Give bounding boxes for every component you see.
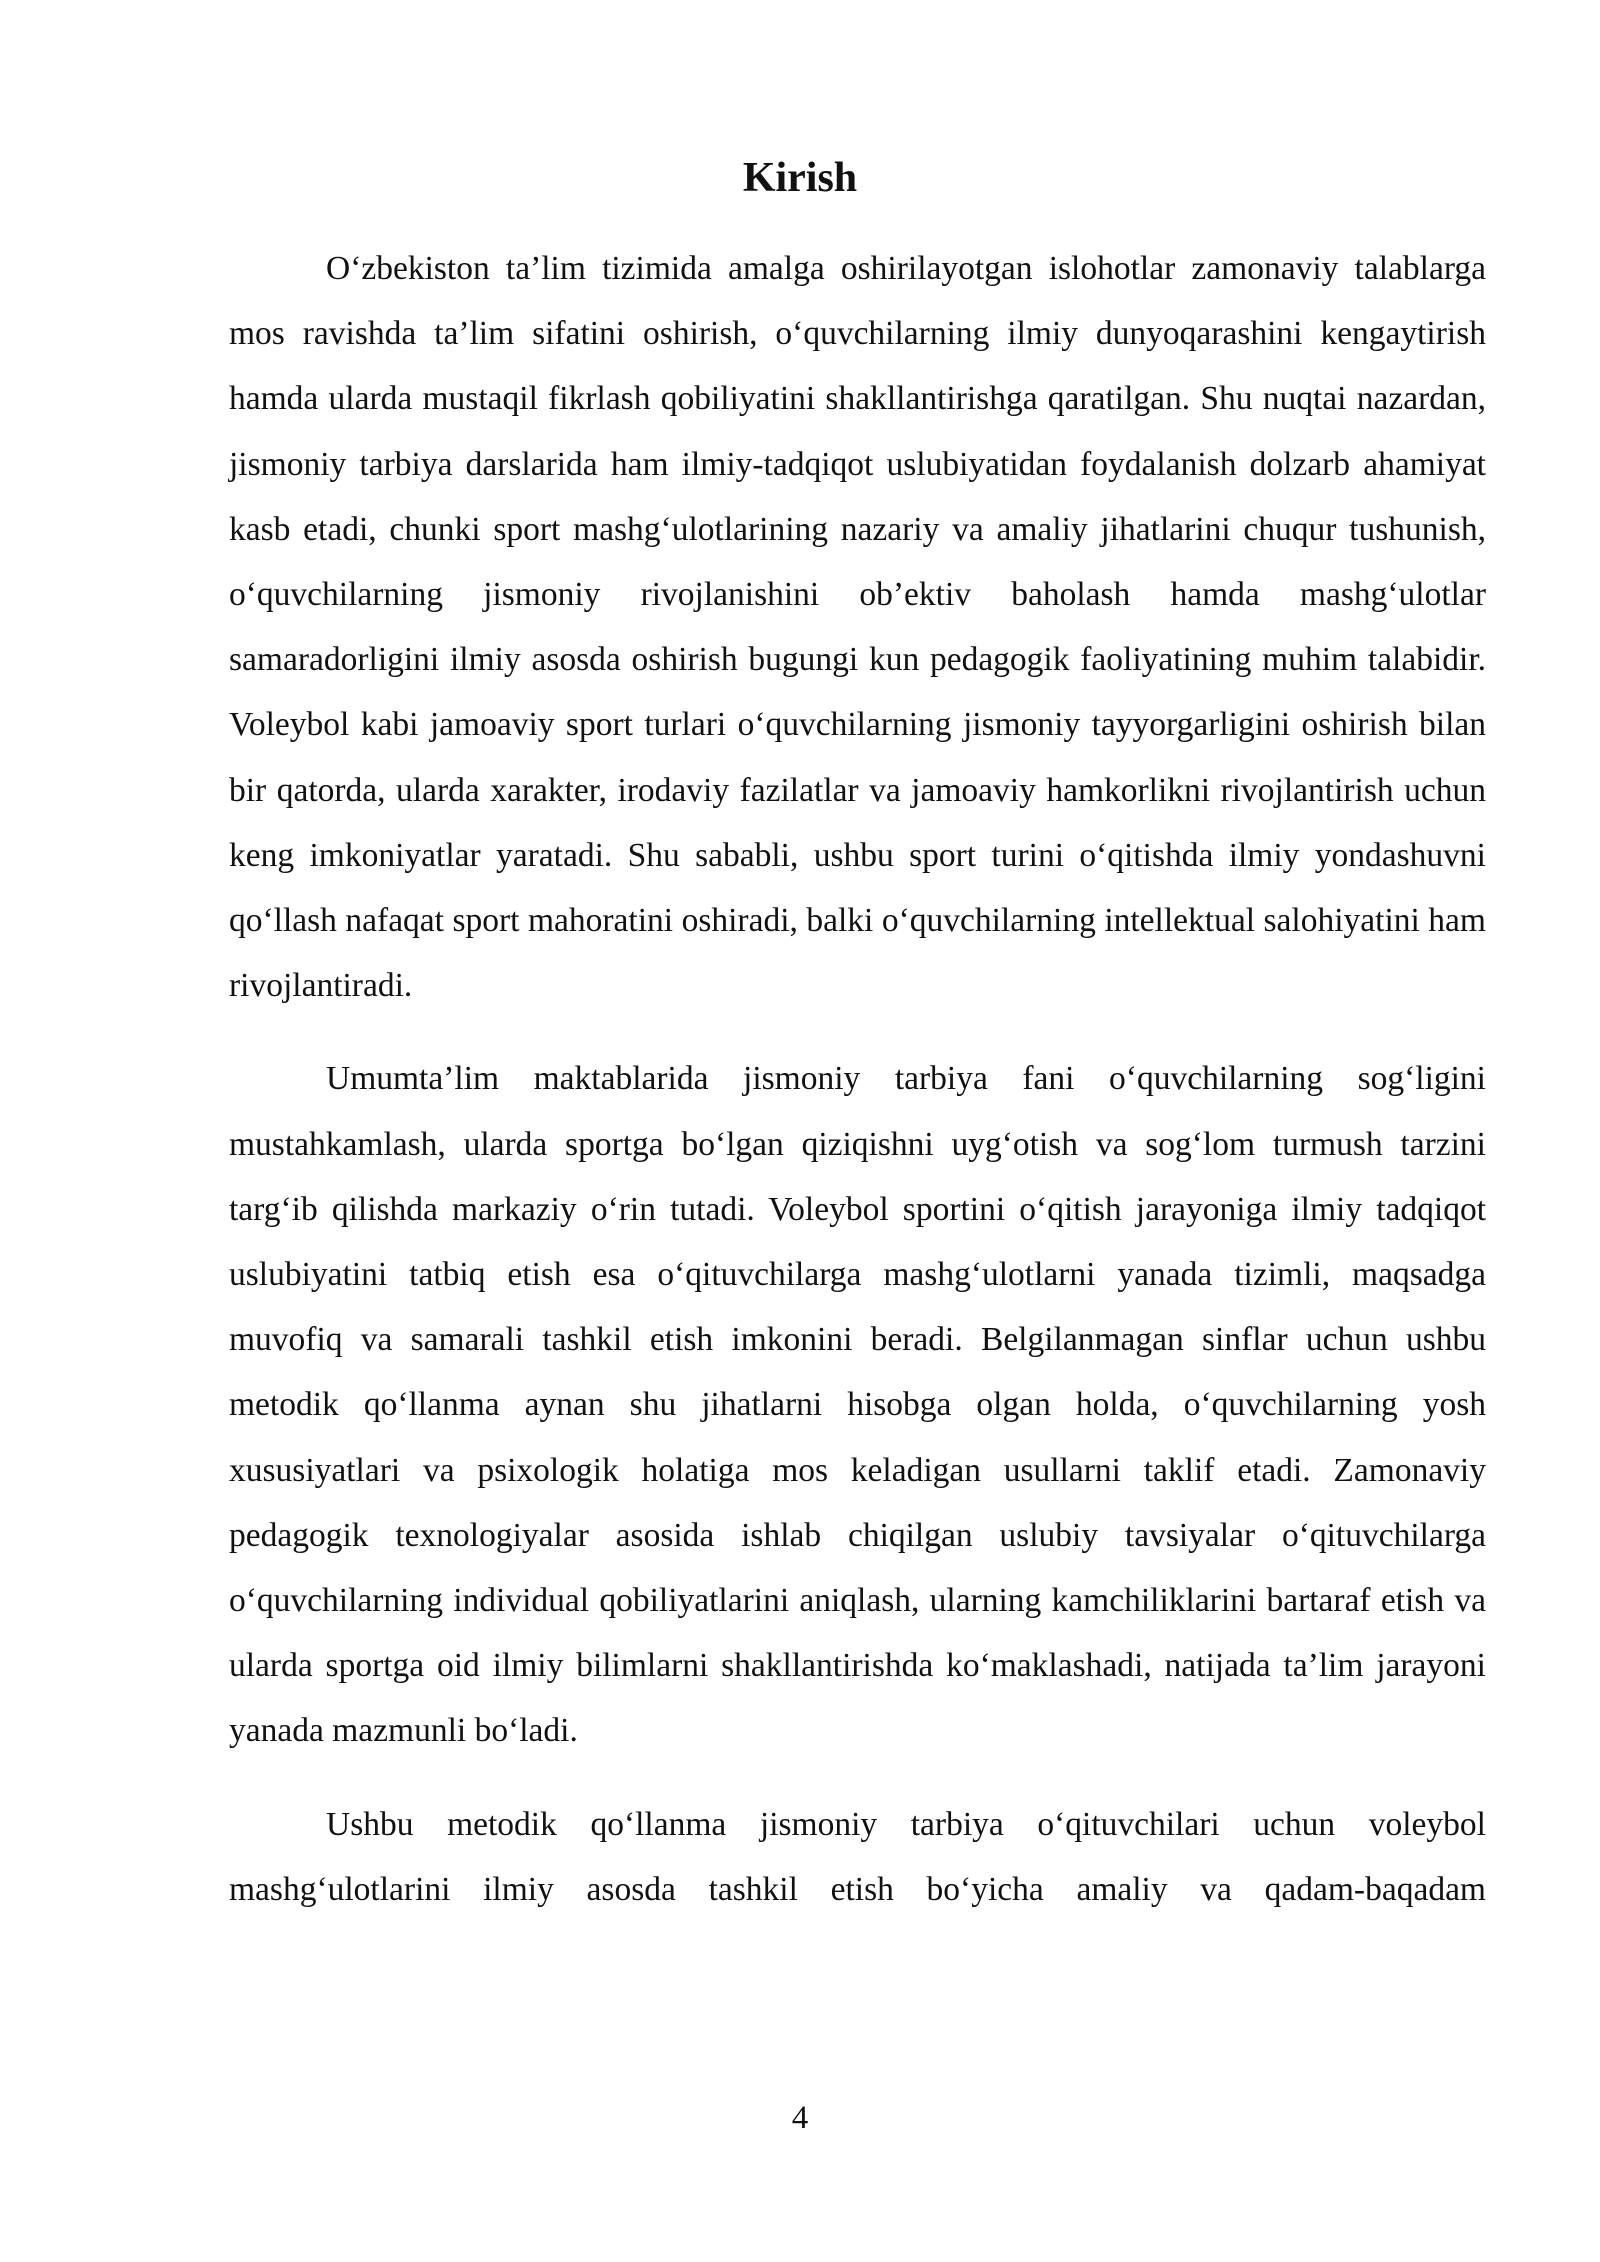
- page-number: 4: [791, 2100, 809, 2136]
- body-text: [229, 236, 1486, 1922]
- paragraph-3: Ushbu metodik qo‘llanma jismoniy tarbiya o‘qituvchilari uchun voleybol mashg‘ulotlarini ilmiy asosda tashkil etish bo‘yicha amaliy va qadam-baqadam: [229, 1805, 1486, 1908]
- paragraph-1: O‘zbekiston ta’lim tizimida amalga oshirilayotgan islohotlar zamonaviy talablarga mos ravishda ta’lim sifatini oshirish, o‘quvchilarning ilmiy dunyoqarashini kengaytirish hamda ularda mustaqil fikrlash qobiliyatini shakllantirishga qaratilgan. Shu nuqtai nazardan, jismoniy tarbiya darslarida ham ilmiy-tadqiqot uslubiyatidan foydalanish dolzarb ahamiyat kasb etadi, chunki sport mashg‘ulotlarining nazariy va amaliy jihatlarini chuqur tushunish, o‘quvchilarning jismoniy rivojlanishini ob’ektiv baholash hamda mashg‘ulotlar samaradorligini ilmiy asosda oshirish bugungi kun pedagogik faoliyatining muhim talabidir. Voleybol kabi jamoaviy sport turlari o‘quvchilarning jismoniy tayyorgarligini oshirish bilan bir qatorda, ularda xarakter, irodaviy fazilatlar va jamoaviy hamkorlikni rivojlantirish uchun keng imkoniyatlar yaratadi. Shu sababli, ushbu sport turini o‘qitishda ilmiy yondashuvni qo‘llash nafaqat sport mahoratini oshiradi, balki o‘quvchilarning intellektual salohiyatini ham rivojlantiradi.: [229, 250, 1486, 1005]
- page-title: Kirish: [742, 155, 858, 201]
- paragraph-2: Umumta’lim maktablarida jismoniy tarbiya fani o‘quvchilarning sog‘ligini mustahkamlash, ularda sportga bo‘lgan qiziqishni uyg‘otish va sog‘lom turmush tarzini targ‘ib qilishda markaziy o‘rin tutadi. Voleybol sportini o‘qitish jarayoniga ilmiy tadqiqot uslubiyatini tatbiq etish esa o‘qituvchilarga mashg‘ulotlarni yanada tizimli, maqsadga muvofiq va samarali tashkil etish imkonini beradi. Belgilanmagan sinflar uchun ushbu metodik qo‘llanma aynan shu jihatlarni hisobga olgan holda, o‘quvchilarning yosh xususiyatlari va psixologik holatiga mos keladigan usullarni taklif etadi. Zamonaviy pedagogik texnologiyalar asosida ishlab chiqilgan uslubiy tavsiyalar o‘qituvchilarga o‘quvchilarning individual qobiliyatlarini aniqlash, ularning kamchiliklarini bartaraf etish va ularda sportga oid ilmiy bilimlarni shakllantirishda ko‘maklashadi, natijada ta’lim jarayoni yanada mazmunli bo‘ladi.: [229, 1060, 1486, 1750]
